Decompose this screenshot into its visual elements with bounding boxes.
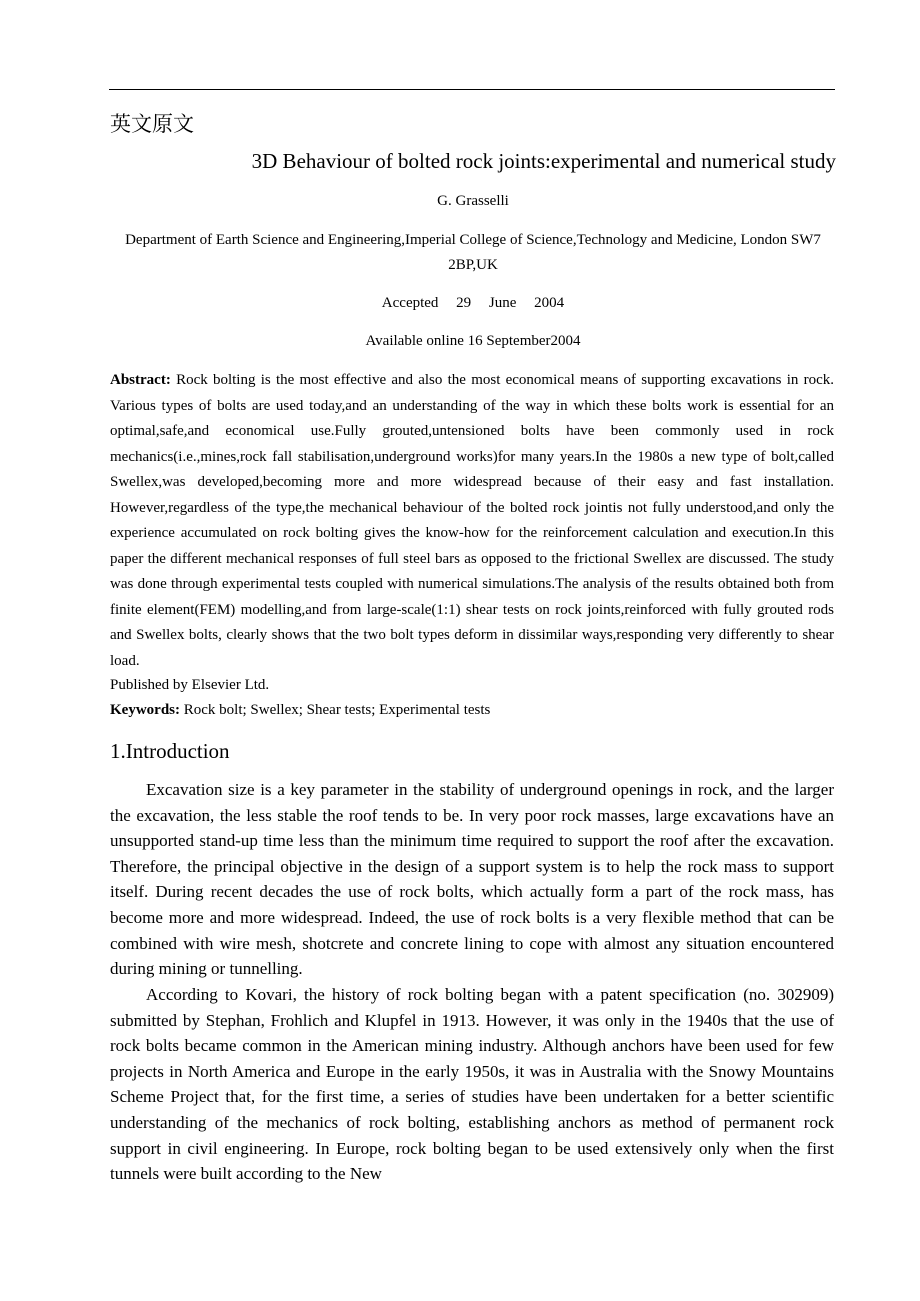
keywords (110, 698, 490, 723)
top-rule (109, 89, 835, 90)
introduction-paragraph-2: According to Kovari, the history of rock bolting began with a patent specification (no. 302909) submitted by Stephan, Frohlich and Klupfel in 1913. However, it was only in the 1940s that the use of rock bolts became common in the American mining industry. Although anchors have been used for few projects in North America and Europe in the early 1950s, it was in Australia with the Snowy Mountains Scheme Project that, for the first time, a series of studies have been undertaken for a better scientific understanding of the mechanics of rock bolting, establishing anchors as method of permanent rock support in civil engineering. In Europe, rock bolting began to be used extensively only when the first tunnels were built according to the New (110, 985, 834, 1184)
abstract-text: Rock bolting is the most effective and also the most economical means of supporting excavations in rock. Various types of bolts are used today,and an understanding of the way in which these bolts work is essential for an optimal,safe,and economical use.Fully grouted,untensioned bolts have been commonly used in rock mechanics(i.e.,mines,rock fall stabilisation,underground works)for many years.In the 1980s a new type of bolt,called Swellex,was developed,becoming more and more widespread because of their easy and fast installation. However,regardless of the type,the mechanical behaviour of the bolted rock jointis not fully understood,and only the experience accumulated on rock bolting gives the know-how for the reinforcement calculation and execution.In this paper the different mechanical responses of full steel bars as opposed to the frictional Swellex are discussed. The study was done through experimental tests coupled with numerical simulations.The analysis of the results obtained both from finite element(FEM) modelling,and from large-scale(1:1) shear tests on rock joints,reinforced with fully grouted rods and Swellex bolts, clearly shows that the two bolt types deform in dissimilar ways,responding very differently to shear load. (110, 372, 835, 669)
affiliation: Department of Earth Science and Engineering,Imperial College of Science,Technology and Medicine, London SW7 2BP,UK (125, 232, 821, 273)
paper-title: 3D Behaviour of bolted rock joints:experimental and numerical study (251, 149, 836, 173)
keywords-text: Rock bolt; Swellex; Shear tests; Experimental tests (183, 702, 491, 718)
author: G. Grasselli (437, 193, 509, 209)
abstract (110, 368, 834, 674)
keywords-label: Keywords: (110, 702, 180, 718)
accepted-date: Accepted 29 June 2004 (381, 295, 565, 311)
available-online-date: Available online 16 September2004 (365, 333, 581, 349)
section-label: 英文原文 (110, 112, 194, 136)
abstract-label: Abstract: (110, 372, 171, 388)
introduction-paragraph-1: Excavation size is a key parameter in the stability of underground openings in rock, and the larger the excavation, the less stable the roof tends to be. In very poor rock masses, large excavations have an unsupported stand-up time less than the minimum time required to support the roof after the excavation. Therefore, the principal objective in the design of a support system is to help the rock mass to support itself. During recent decades the use of rock bolts, which actually form a part of the rock mass, has become more and more widespread. Indeed, the use of rock bolts is a very flexible method that can be combined with wire mesh, shotcrete and concrete lining to cope with almost any situation encountered during mining or tunnelling. (110, 780, 834, 979)
introduction-heading: 1.Introduction (110, 739, 230, 763)
published-by: Published by Elsevier Ltd. (110, 677, 270, 693)
